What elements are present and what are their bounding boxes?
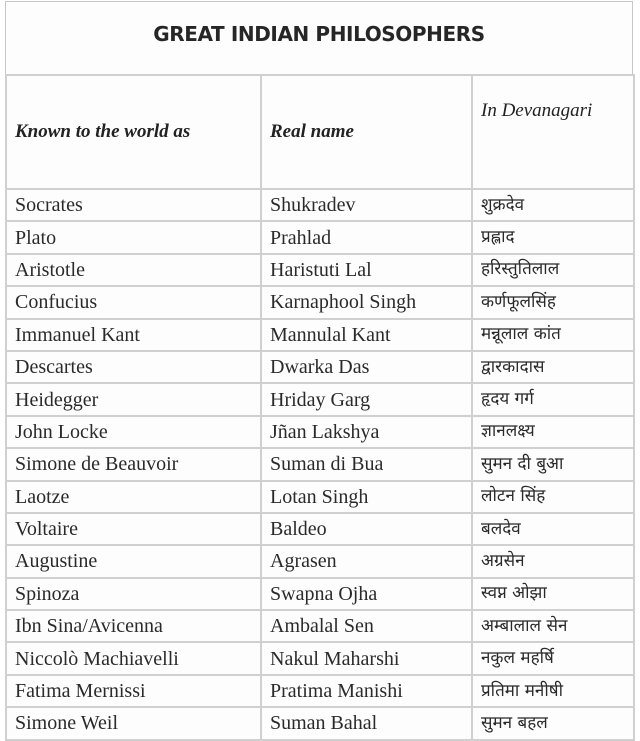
- known-as-cell: Ibn Sina/Avicenna: [6, 610, 261, 642]
- page-title: GREAT INDIAN PHILOSOPHERS: [153, 22, 485, 46]
- known-as-cell: Spinoza: [6, 578, 261, 610]
- known-as-cell: Immanuel Kant: [6, 319, 261, 351]
- devanagari-cell: अम्बालाल सेन: [472, 610, 634, 642]
- real-name-cell: Suman di Bua: [261, 448, 472, 480]
- devanagari-cell: अग्रसेन: [472, 545, 634, 577]
- known-as-cell: John Locke: [6, 416, 261, 448]
- real-name-cell: Ambalal Sen: [261, 610, 472, 642]
- known-as-cell: Augustine: [6, 545, 261, 577]
- devanagari-cell: हरिस्तुतिलाल: [472, 254, 634, 286]
- real-name-cell: Jñan Lakshya: [261, 416, 472, 448]
- devanagari-cell: प्रह्लाद: [472, 221, 634, 253]
- header-real-name: Real name: [261, 75, 472, 189]
- header-devanagari: In Devanagari: [472, 75, 634, 189]
- devanagari-cell: मन्नूलाल कांत: [472, 319, 634, 351]
- known-as-cell: Simone Weil: [6, 707, 261, 739]
- known-as-cell: Descartes: [6, 351, 261, 383]
- real-name-cell: Pratima Manishi: [261, 675, 472, 707]
- known-as-cell: Socrates: [6, 189, 261, 221]
- devanagari-cell: लोटन सिंह: [472, 481, 634, 513]
- table-row: [6, 610, 634, 642]
- table-row: [6, 513, 634, 545]
- table-row: [6, 448, 634, 480]
- devanagari-cell: प्रतिमा मनीषी: [472, 675, 634, 707]
- real-name-cell: Shukradev: [261, 189, 472, 221]
- real-name-cell: Lotan Singh: [261, 481, 472, 513]
- known-as-cell: Confucius: [6, 286, 261, 318]
- devanagari-cell: सुमन बहल: [472, 707, 634, 739]
- header-known-as: Known to the world as: [6, 75, 261, 189]
- real-name-cell: Prahlad: [261, 221, 472, 253]
- real-name-cell: Nakul Maharshi: [261, 642, 472, 674]
- devanagari-cell: ज्ञानलक्ष्य: [472, 416, 634, 448]
- table-row: [6, 416, 634, 448]
- known-as-cell: Aristotle: [6, 254, 261, 286]
- table-row: [6, 351, 634, 383]
- table-row: [6, 221, 634, 253]
- table-row: [6, 545, 634, 577]
- real-name-cell: Suman Bahal: [261, 707, 472, 739]
- real-name-cell: Haristuti Lal: [261, 254, 472, 286]
- real-name-cell: Hriday Garg: [261, 383, 472, 415]
- known-as-cell: Simone de Beauvoir: [6, 448, 261, 480]
- table-row: [6, 254, 634, 286]
- devanagari-cell: कर्णफूलसिंह: [472, 286, 634, 318]
- devanagari-cell: सुमन दी बुआ: [472, 448, 634, 480]
- table-row: [6, 675, 634, 707]
- devanagari-cell: नकुल महर्षि: [472, 642, 634, 674]
- devanagari-cell: स्वप्न ओझा: [472, 578, 634, 610]
- known-as-cell: Heidegger: [6, 383, 261, 415]
- table-row: [6, 707, 634, 739]
- devanagari-cell: बलदेव: [472, 513, 634, 545]
- table-row: [6, 286, 634, 318]
- real-name-cell: Swapna Ojha: [261, 578, 472, 610]
- known-as-cell: Voltaire: [6, 513, 261, 545]
- devanagari-cell: द्वारकादास: [472, 351, 634, 383]
- devanagari-cell: शुक्रदेव: [472, 189, 634, 221]
- table-row: [6, 319, 634, 351]
- real-name-cell: Mannulal Kant: [261, 319, 472, 351]
- known-as-cell: Niccolò Machiavelli: [6, 642, 261, 674]
- table-row: [6, 481, 634, 513]
- real-name-cell: Dwarka Das: [261, 351, 472, 383]
- known-as-cell: Laotze: [6, 481, 261, 513]
- title-box: [5, 1, 633, 74]
- table-row: [6, 578, 634, 610]
- real-name-cell: Karnaphool Singh: [261, 286, 472, 318]
- header-row: [6, 75, 634, 189]
- known-as-cell: Fatima Mernissi: [6, 675, 261, 707]
- devanagari-cell: हृदय गर्ग: [472, 383, 634, 415]
- real-name-cell: Baldeo: [261, 513, 472, 545]
- table-row: [6, 642, 634, 674]
- real-name-cell: Agrasen: [261, 545, 472, 577]
- table-row: [6, 383, 634, 415]
- philosophers-table: [5, 74, 635, 741]
- known-as-cell: Plato: [6, 221, 261, 253]
- table-row: [6, 189, 634, 221]
